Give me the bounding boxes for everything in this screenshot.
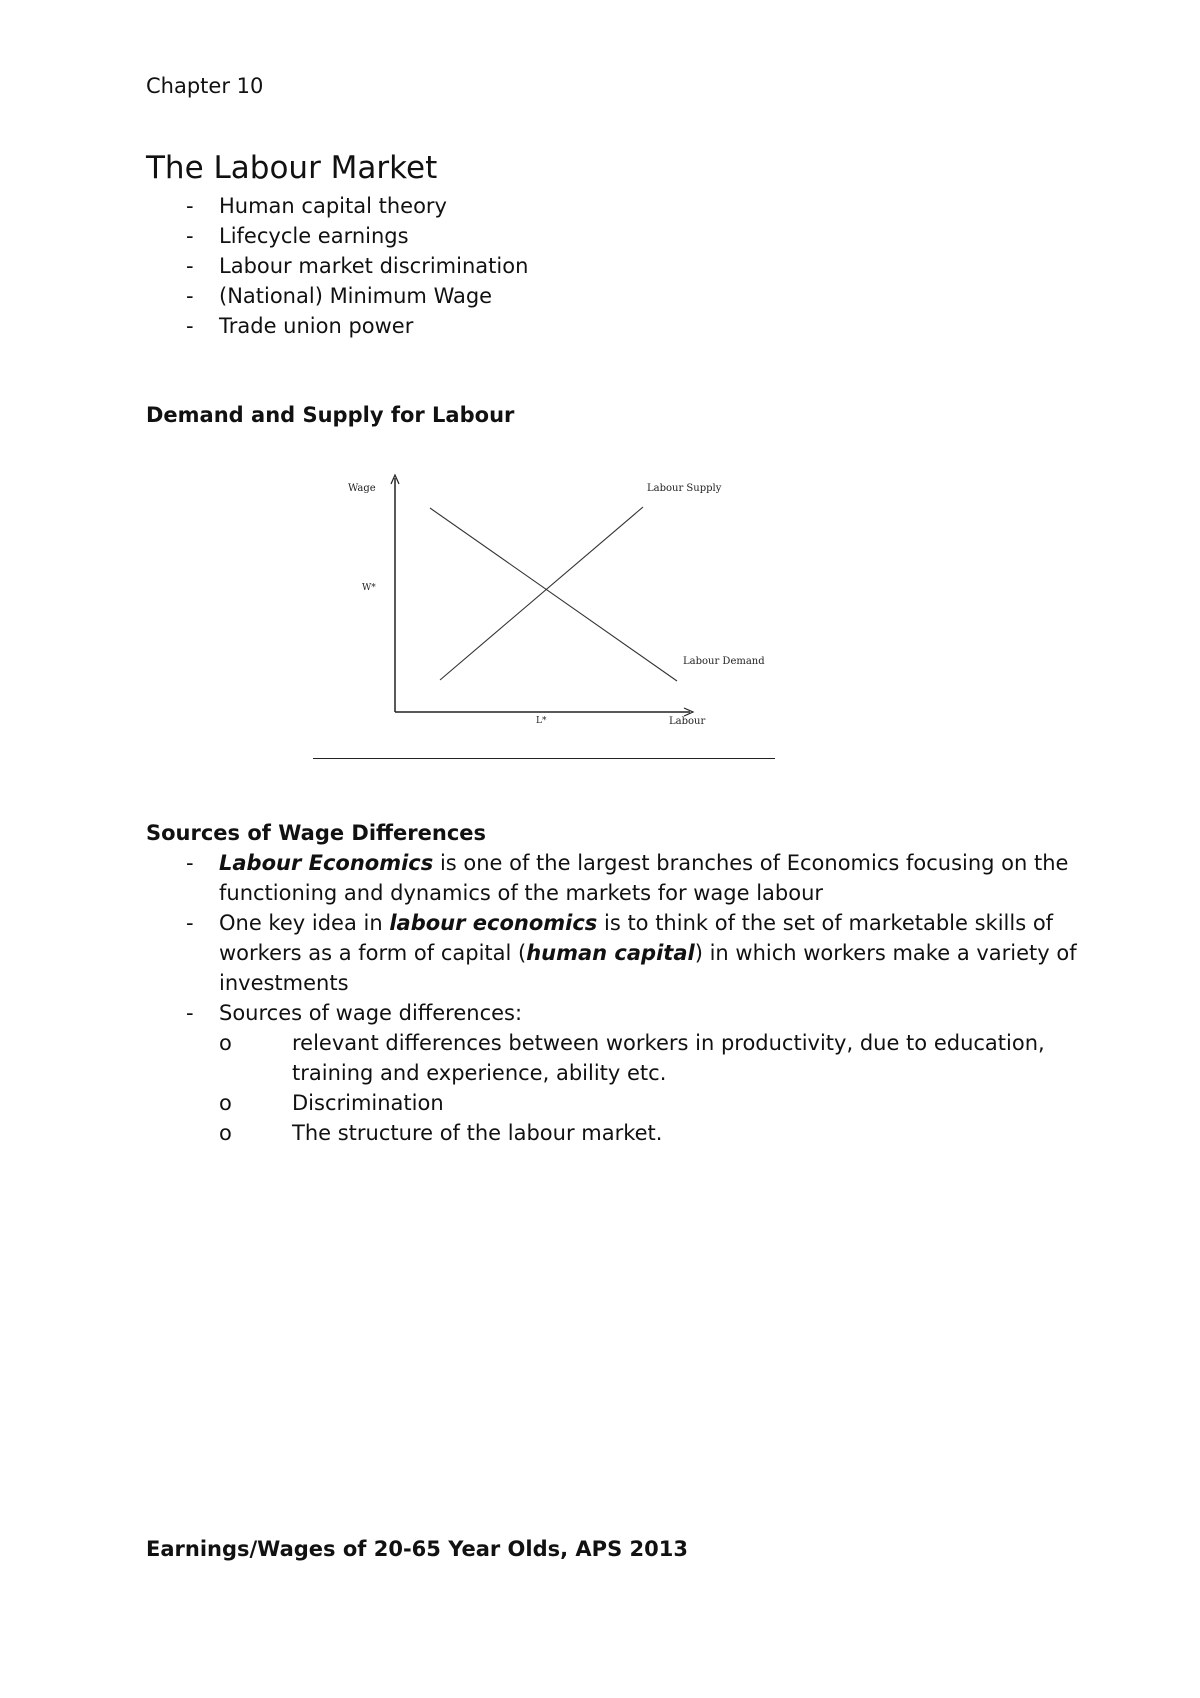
sub-list	[219, 1028, 1106, 1148]
list-item	[146, 848, 1106, 908]
labour-demand-label: Labour Demand	[683, 656, 765, 667]
list-item	[146, 908, 1106, 998]
body-text: is one of the largest branches of Economics focusing on the functioning and dynamics of the markets for wage labour	[219, 851, 1069, 905]
dash-bullet: -	[186, 224, 194, 248]
labour-axis-label: Labour	[669, 716, 706, 727]
circle-bullet: o	[219, 1091, 232, 1115]
labour-supply-label: Labour Supply	[647, 483, 722, 494]
earnings-heading: Earnings/Wages of 20-65 Year Olds, APS 2013	[146, 1537, 688, 1561]
wage-axis-label: Wage	[348, 483, 376, 494]
emphasis-text: labour economics	[389, 911, 598, 935]
body-text: Discrimination	[292, 1091, 444, 1115]
page-title: The Labour Market	[146, 150, 438, 186]
dash-bullet: -	[186, 254, 194, 278]
demand-supply-heading: Demand and Supply for Labour	[146, 403, 515, 427]
body-text: is to think of the set of marketable skills of workers as a form of capital (	[219, 911, 1054, 965]
dash-bullet: -	[186, 1001, 194, 1025]
body-text: Sources of wage differences:	[219, 1001, 523, 1025]
sources-list	[146, 848, 1106, 1148]
body-text: One key idea in	[219, 911, 390, 935]
body-text: relevant differences between workers in productivity, due to education, training and experience, ability etc.	[292, 1031, 1045, 1085]
sub-list-item	[219, 1118, 1106, 1148]
chapter-label: Chapter 10	[146, 74, 264, 98]
topic-text: Labour market discrimination	[219, 254, 529, 278]
demand-curve	[430, 508, 677, 681]
body-text: The structure of the labour market.	[292, 1121, 663, 1145]
topic-text: Lifecycle earnings	[219, 224, 409, 248]
sources-heading: Sources of Wage Differences	[146, 821, 487, 845]
dash-bullet: -	[186, 314, 194, 338]
dash-bullet: -	[186, 911, 194, 935]
emphasis-text: human capital	[526, 941, 695, 965]
sub-list-item	[219, 1028, 1106, 1088]
dash-bullet: -	[186, 194, 194, 218]
circle-bullet: o	[219, 1031, 232, 1055]
circle-bullet: o	[219, 1121, 232, 1145]
sub-list-item	[219, 1088, 1106, 1118]
topic-text: (National) Minimum Wage	[219, 284, 493, 308]
topic-text: Human capital theory	[219, 194, 447, 218]
labour-market-diagram	[0, 0, 1200, 780]
emphasis-text: Labour Economics	[219, 851, 434, 875]
horizontal-divider	[313, 758, 775, 759]
topic-text: Trade union power	[219, 314, 414, 338]
dash-bullet: -	[186, 851, 194, 875]
list-item	[146, 998, 1106, 1148]
body-text: ) in which workers make a variety of investments	[219, 941, 1077, 995]
supply-curve	[440, 507, 643, 680]
dash-bullet: -	[186, 284, 194, 308]
equilibrium-labour-label: L*	[536, 716, 547, 726]
equilibrium-wage-label: W*	[362, 583, 376, 593]
